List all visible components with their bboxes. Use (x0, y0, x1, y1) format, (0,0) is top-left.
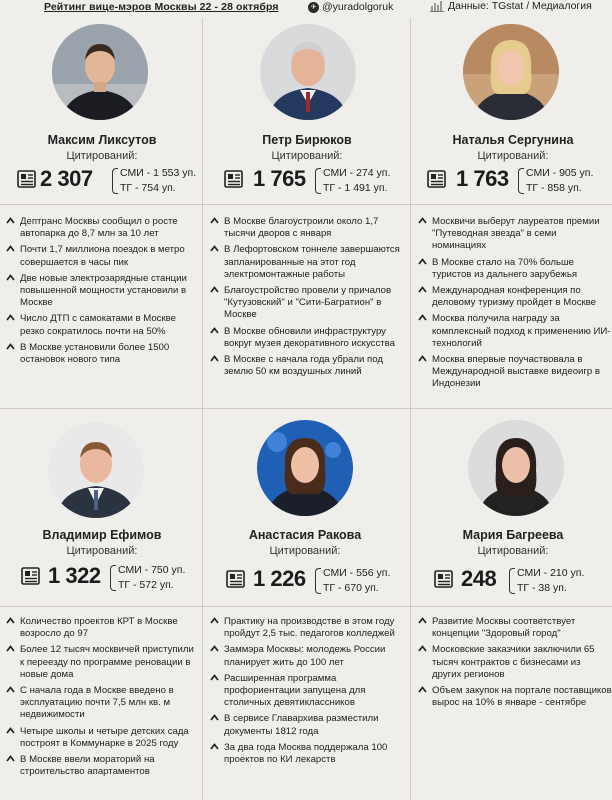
newspaper-icon (20, 565, 42, 587)
list-item: Количество проектов КРТ в Москве возросло до 97 (4, 616, 200, 640)
citations-total: 1 322 (48, 563, 101, 588)
portrait-rakova-icon (257, 420, 353, 516)
news-list-efimov (4, 616, 200, 782)
list-item: За два года Москва поддержала 100 проектов по КИ лекарств (208, 742, 404, 766)
data-source-text: Данные: TGstat / Медиалогия (448, 0, 592, 12)
brace-divider (110, 565, 116, 591)
list-item: В Лефортовском тоннеле завершаются запланированные на этот год электромонтажные работы (208, 244, 404, 281)
list-item: Четыре школы и четыре детских сада построят в Коммунарке в 2025 году (4, 726, 200, 750)
newspaper-icon (433, 568, 455, 590)
chevron-up-icon (418, 617, 427, 624)
list-item: В Москве благоустроили около 1,7 тысячи дворов с января (208, 216, 404, 240)
citations-tg: ТГ - 858 уп. (526, 182, 582, 194)
citations-total: 1 765 (253, 166, 306, 191)
chevron-up-icon (6, 617, 15, 624)
list-item: Заммэра Москвы: молодежь России планирует жить до 100 лет (208, 644, 404, 668)
citations-label: Цитирований: (477, 150, 549, 162)
chevron-up-icon (210, 714, 219, 721)
citations-smi: СМИ - 1 553 уп. (120, 167, 197, 179)
list-item: Почти 1,7 миллиона поездок в метро совершается в часы пик (4, 244, 200, 268)
citations-label: Цитирований: (477, 545, 549, 557)
list-item: Развитие Москвы соответствует концепции "Здоровый город" (416, 616, 612, 640)
citations-total: 248 (461, 566, 497, 591)
chevron-up-icon (418, 645, 427, 652)
list-item: Объем закупок на портале поставщиков вырос на 10% в январе - сентябре (416, 685, 612, 709)
citations-total: 1 226 (253, 566, 306, 591)
citations-tg: ТГ - 38 уп. (517, 582, 567, 594)
news-list-rakova (208, 616, 404, 770)
person-name: Максим Ликсутов (47, 133, 157, 147)
person-name: Наталья Сергунина (452, 133, 574, 147)
chevron-up-icon (418, 686, 427, 693)
person-name: Владимир Ефимов (42, 528, 162, 542)
citations-tg: ТГ - 1 491 уп. (323, 182, 388, 194)
citations-tg: ТГ - 670 уп. (323, 582, 379, 594)
list-item: В Москве обновили инфраструктуру вокруг музея декоративного искусства (208, 326, 404, 350)
portrait-bagreeva-icon (468, 420, 564, 516)
list-item: Расширенная программа профориентации запущена для столичных девятиклассников (208, 673, 404, 710)
person-name: Анастасия Ракова (248, 528, 362, 542)
chevron-up-icon (210, 645, 219, 652)
list-item: Москвичи выберут лауреатов премии "Путеводная звезда" в семи номинациях (416, 216, 612, 253)
list-item: Москва впервые поучаствовала в Международной выставке видеоигр в Индонезии (416, 354, 612, 391)
list-item: В Москве ввели мораторий на строительство апартаментов (4, 754, 200, 778)
brace-divider (315, 568, 321, 594)
list-item: В сервисе Главархива разместили документы 1812 года (208, 713, 404, 737)
citations-label: Цитирований: (271, 150, 343, 162)
page-title: Рейтинг вице-мэров Москвы 22 - 28 октября (44, 1, 279, 13)
chevron-up-icon (210, 674, 219, 681)
list-item: С начала года в Москве введено в эксплуатацию почти 7,5 млн кв. м недвижимости (4, 685, 200, 722)
telegram-handle-text: @yuradolgoruk (322, 1, 394, 13)
list-item: Дептранс Москвы сообщил о росте автопарка до 8,7 млн за 10 лет (4, 216, 200, 240)
citations-stats (20, 563, 202, 603)
citations-smi: СМИ - 556 уп. (323, 567, 391, 579)
brace-divider (509, 568, 515, 594)
chevron-up-icon (210, 743, 219, 750)
chevron-up-icon (210, 617, 219, 624)
list-item: Московские заказчики заключили 65 тысяч контрактов с бизнесами из других регионов (416, 644, 612, 681)
portrait-efimov-icon (48, 422, 144, 518)
list-item: Практику на производстве в этом году пройдут 2,5 тыс. педагогов колледжей (208, 616, 404, 640)
citations-label: Цитирований: (269, 545, 341, 557)
citations-label: Цитирований: (66, 150, 138, 162)
citations-tg: ТГ - 572 уп. (118, 579, 174, 591)
citations-total: 1 763 (456, 166, 509, 191)
news-list-bagreeva (416, 616, 612, 713)
list-item: Благоустройство провели у причалов "Кутузовский" и "Сити-Багратион" в Москве (208, 285, 404, 322)
chevron-up-icon (6, 686, 15, 693)
list-item: Москва получила награду за комплексный подход к применению ИИ-технологий (416, 313, 612, 350)
citations-smi: СМИ - 210 уп. (517, 567, 585, 579)
list-item: Число ДТП с самокатами в Москве резко сократилось почти на 50% (4, 313, 200, 337)
citations-smi: СМИ - 750 уп. (118, 564, 186, 576)
avatar (48, 422, 144, 518)
list-item: Две новые электрозарядные станции повышенной мощности установили в Москве (4, 273, 200, 310)
chevron-up-icon (6, 727, 15, 734)
avatar (257, 420, 353, 516)
list-item: Международная конференция по деловому туризму пройдет в Москве (416, 285, 612, 309)
citations-stats (433, 566, 612, 606)
chevron-up-icon (6, 645, 15, 652)
newspaper-icon (225, 568, 247, 590)
person-name: Петр Бирюков (262, 133, 352, 147)
chevron-up-icon (6, 755, 15, 762)
citations-tg: ТГ - 754 уп. (120, 182, 176, 194)
avatar (468, 420, 564, 516)
citations-label: Цитирований: (66, 545, 138, 557)
telegram-icon: ✈ (308, 2, 319, 13)
list-item: В Москве установили более 1500 остановок нового типа (4, 342, 200, 366)
person-name: Мария Багреева (462, 528, 564, 542)
list-item: В Москве с начала года убрали под землю 50 км воздушных линий (208, 354, 404, 378)
citations-smi: СМИ - 905 уп. (526, 167, 594, 179)
citations-stats (225, 566, 410, 606)
citations-smi: СМИ - 274 уп. (323, 167, 391, 179)
list-item: В Москве стало на 70% больше туристов из дальнего зарубежья (416, 257, 612, 281)
citations-total: 2 307 (40, 166, 93, 191)
list-item: Более 12 тысяч москвичей приступили к переезду по программе реновации в новые дома (4, 644, 200, 681)
